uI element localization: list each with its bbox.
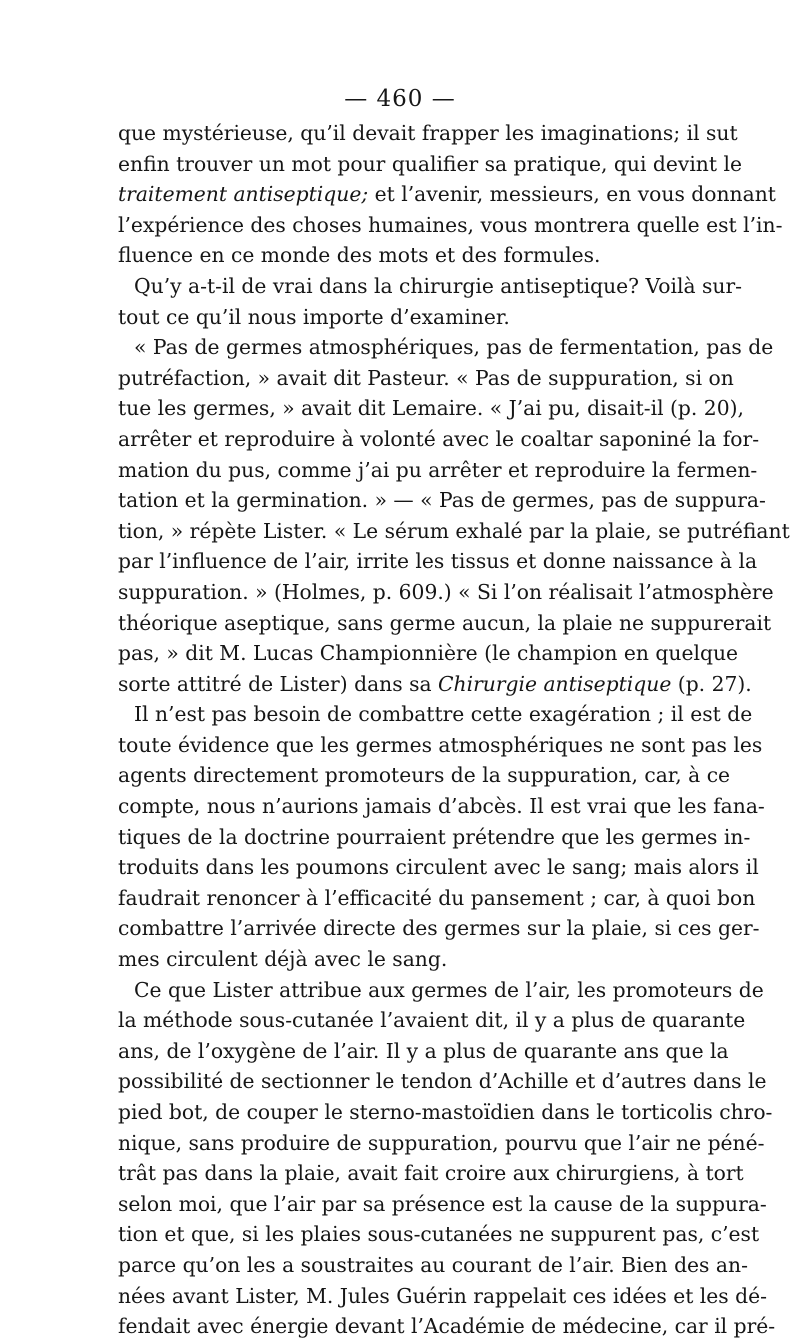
text-line bbox=[118, 913, 760, 944]
text-line bbox=[118, 240, 682, 271]
text-segment: nées avant Lister, M. Jules Guérin rappelait ces idées et les dé- bbox=[118, 1283, 767, 1308]
text-line bbox=[118, 608, 772, 639]
text-segment: pas, » dit M. Lucas Championnière (le champion en quelque bbox=[118, 641, 739, 666]
text-segment: pied bot, de couper le sterno-mastoïdien dans le torticolis chro- bbox=[118, 1100, 773, 1124]
text-line bbox=[118, 1189, 767, 1220]
text-segment: troduits dans les poumons circulent avec le sang; mais alors il bbox=[118, 855, 759, 880]
text-segment: tout ce qu’il nous importe d’examiner. bbox=[118, 304, 510, 329]
text-segment: nique, sans produire de suppuration, pourvu que l’air ne péné- bbox=[118, 1130, 765, 1155]
text-line bbox=[118, 638, 739, 669]
text-segment: mation du pus, comme j’ai pu arrêter et reproduire la fermen- bbox=[118, 457, 758, 482]
text-line bbox=[118, 1128, 765, 1159]
text-segment: arrêter et reproduire à volonté avec le coaltar saponiné la for- bbox=[118, 426, 760, 451]
text-line bbox=[118, 1250, 748, 1281]
text-segment: agents directement promoteurs de la suppuration, car, à ce bbox=[118, 763, 731, 788]
text-line bbox=[118, 179, 776, 210]
text-line bbox=[118, 1311, 776, 1342]
body-text bbox=[118, 118, 790, 1342]
italic-text: traitement antiseptique; bbox=[118, 182, 369, 207]
text-line bbox=[118, 424, 760, 455]
text-segment: Il n’est pas besoin de combattre cette exagération ; il est de bbox=[134, 702, 753, 727]
text-line bbox=[118, 760, 731, 791]
text-line bbox=[118, 1005, 746, 1036]
text-line bbox=[118, 455, 758, 486]
text-line bbox=[118, 944, 682, 975]
text-segment: combattre l’arrivée directe des germes sur la plaie, si ces ger- bbox=[118, 916, 760, 941]
text-line bbox=[118, 822, 751, 853]
text-segment: tion et que, si les plaies sous-cutanées ne suppurent pas, c’est bbox=[118, 1222, 760, 1247]
text-line bbox=[118, 393, 744, 424]
text-line bbox=[118, 332, 774, 363]
text-line bbox=[118, 546, 758, 577]
text-segment: trât pas dans la plaie, avait fait croire aux chirurgiens, à tort bbox=[118, 1161, 744, 1186]
text-segment: la méthode sous-cutanée l’avaient dit, il y a plus de quarante bbox=[118, 1008, 746, 1033]
text-segment: faudrait renoncer à l’efficacité du pansement ; car, à quoi bon bbox=[118, 885, 756, 910]
text-segment: Ce que Lister attribue aux germes de l’air, les promoteurs de bbox=[134, 977, 764, 1002]
text-line bbox=[118, 669, 752, 700]
text-segment: et l’avenir, messieurs, en vous donnant bbox=[368, 182, 776, 207]
text-segment: Qu’y a-t-il de vrai dans la chirurgie antiseptique? Voilà sur- bbox=[134, 273, 743, 298]
text-segment: possibilité de sectionner le tendon d’Achille et d’autres dans le bbox=[118, 1069, 767, 1094]
text-segment: tation et la germination. » — « Pas de germes, pas de suppura- bbox=[118, 488, 766, 513]
text-segment: sorte attitré de Lister) dans sa bbox=[118, 671, 439, 696]
text-segment: (p. 27). bbox=[671, 671, 752, 696]
text-segment: « Pas de germes atmosphériques, pas de fermentation, pas de bbox=[134, 335, 774, 360]
text-line bbox=[118, 975, 764, 1006]
text-segment: fluence en ce monde des mots et des formules. bbox=[118, 243, 601, 268]
text-line bbox=[118, 485, 766, 516]
text-segment: enfin trouver un mot pour qualifier sa pratique, qui devint le bbox=[118, 151, 742, 176]
text-segment: putréfaction, » avait dit Pasteur. « Pas de suppuration, si on bbox=[118, 365, 734, 390]
text-segment: toute évidence que les germes atmosphériques ne sont pas les bbox=[118, 732, 763, 757]
text-line bbox=[118, 516, 790, 547]
text-line bbox=[118, 1066, 767, 1097]
text-line bbox=[118, 1281, 767, 1312]
text-line bbox=[118, 271, 743, 302]
text-line bbox=[118, 883, 756, 914]
text-line bbox=[118, 852, 759, 883]
text-line bbox=[118, 149, 742, 180]
text-segment: tue les germes, » avait dit Lemaire. « J’ai pu, disait-il (p. 20), bbox=[118, 396, 744, 421]
text-line bbox=[118, 1219, 760, 1250]
text-line bbox=[118, 1097, 773, 1128]
text-line bbox=[118, 577, 774, 608]
text-segment: mes circulent déjà avec le sang. bbox=[118, 947, 448, 972]
text-line bbox=[118, 1036, 729, 1067]
text-line bbox=[118, 118, 738, 149]
text-line bbox=[118, 730, 763, 761]
text-segment: tion, » répète Lister. « Le sérum exhalé par la plaie, se putréfiant bbox=[118, 518, 790, 543]
text-segment: ans, de l’oxygène de l’air. Il y a plus de quarante ans que la bbox=[118, 1038, 729, 1063]
text-segment: théorique aseptique, sans germe aucun, la plaie ne suppurerait bbox=[118, 610, 772, 635]
text-segment: compte, nous n’aurions jamais d’abcès. Il est vrai que les fana- bbox=[118, 794, 765, 819]
text-line bbox=[118, 363, 734, 394]
text-segment: par l’influence de l’air, irrite les tissus et donne naissance à la bbox=[118, 549, 758, 574]
text-segment: fendait avec énergie devant l’Académie de médecine, car il pré- bbox=[118, 1314, 776, 1339]
text-line bbox=[118, 1158, 744, 1189]
text-segment: selon moi, que l’air par sa présence est la cause de la suppura- bbox=[118, 1191, 767, 1216]
text-line bbox=[118, 699, 753, 730]
text-line bbox=[118, 791, 765, 822]
text-segment: que mystérieuse, qu’il devait frapper les imaginations; il sut bbox=[118, 121, 738, 145]
text-segment: l’expérience des choses humaines, vous montrera quelle est l’in- bbox=[118, 212, 783, 237]
text-line bbox=[118, 302, 682, 333]
text-line bbox=[118, 210, 783, 241]
italic-text: Chirurgie antiseptique bbox=[438, 671, 672, 696]
text-segment: tiques de la doctrine pourraient prétendre que les germes in- bbox=[118, 824, 751, 849]
text-segment: parce qu’on les a soustraites au courant de l’air. Bien des an- bbox=[118, 1252, 748, 1277]
text-segment: suppuration. » (Holmes, p. 609.) « Si l’on réalisait l’atmosphère bbox=[118, 579, 774, 604]
page-number: — 460 — bbox=[344, 86, 456, 112]
